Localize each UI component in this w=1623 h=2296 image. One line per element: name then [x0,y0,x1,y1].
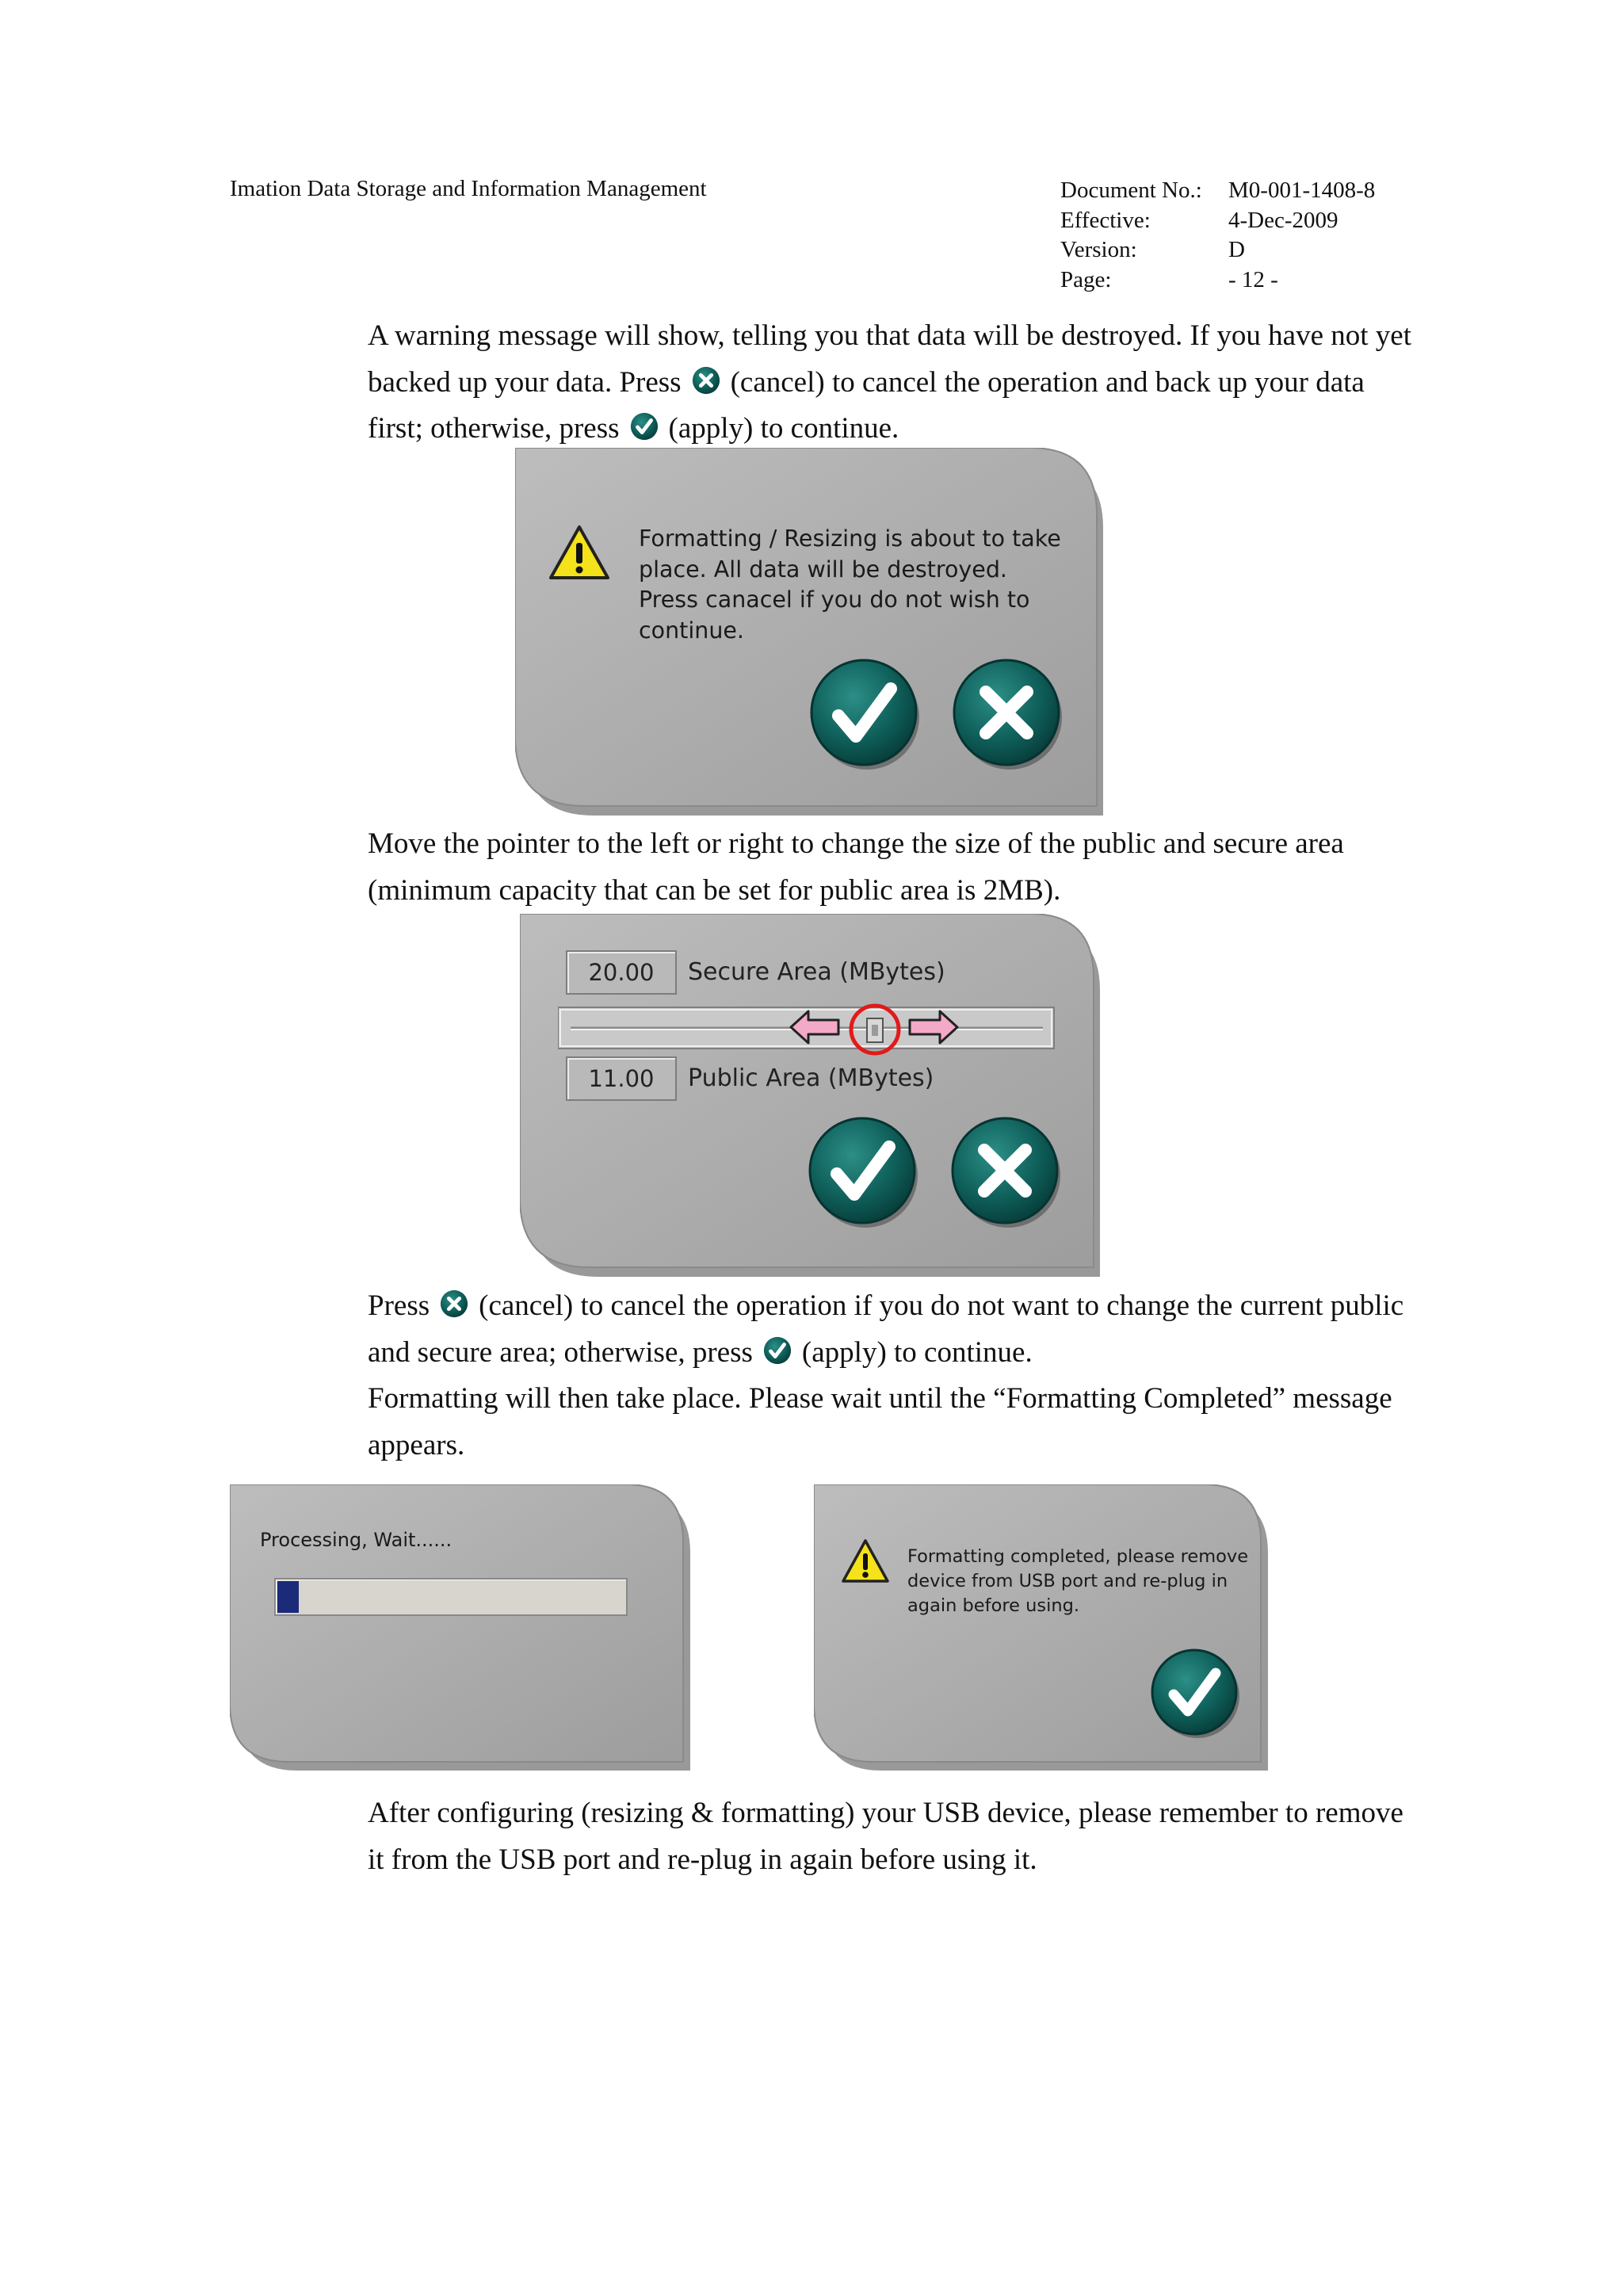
completed-line: again before using. [907,1595,1080,1616]
secure-area-value-field[interactable]: 20.00 [566,950,677,995]
para1-text-a: A warning message will show, telling you that data will be destroyed. If you have not yet backed up your data. Press [368,319,1411,399]
page-row [1060,266,1375,296]
completed-dialog [814,1484,1270,1772]
warning-icon [841,1538,890,1584]
para1-text-c: (apply) to continue. [668,412,899,445]
completed-line: device from USB port and re-plug in [907,1571,1228,1591]
slider-thumb[interactable] [846,1001,903,1058]
warning-icon [548,524,610,581]
cancel-button[interactable] [948,1114,1064,1229]
cancel-icon [439,1289,469,1319]
cancel-icon [691,365,721,395]
document-info [1060,176,1375,295]
paragraph-resize-instructions: Move the pointer to the left or right to change the size of the public and secure area (minimum capacity that can be set for public area is 2MB). [368,827,1344,907]
warning-message [639,524,1061,646]
right-arrow-icon [907,1004,960,1050]
apply-button[interactable] [1148,1646,1242,1740]
paragraph-replug-reminder: After configuring (resizing & formatting) your USB device, please remember to remove it from the USB port and re-plug in again before using it. [368,1797,1403,1876]
warning-dialog [515,448,1106,817]
page-label: Page: [1060,266,1112,292]
para3-text-b: (cancel) to cancel the operation if you do not want to change the current public and secure area; otherwise, press [368,1289,1404,1369]
para1-text-b: (cancel) to cancel the operation and back up your data first; otherwise, press [368,365,1365,445]
doc-number-row [1060,176,1375,206]
para3-text-d: Formatting will then take place. Please wait until the “Formatting Completed” message appears. [368,1382,1392,1461]
secure-area-label: Secure Area (MBytes) [688,958,945,986]
resize-dialog [520,914,1103,1278]
apply-button[interactable] [805,1114,921,1229]
completed-message [907,1545,1248,1618]
apply-icon [629,411,659,441]
paragraph-warning-intro [368,313,1414,453]
paragraph-cancel-or-apply [368,1283,1414,1469]
warning-line: Formatting / Resizing is about to take [639,525,1061,552]
warning-line: Press canacel if you do not wish to [639,586,1030,613]
left-arrow-icon [788,1004,842,1050]
version-value: D [1228,237,1245,262]
doc-number-label: Document No.: [1060,178,1202,203]
effective-value: 4-Dec-2009 [1228,207,1338,233]
public-area-label: Public Area (MBytes) [688,1064,934,1092]
para3-text-c: (apply) to continue. [801,1335,1033,1369]
progress-bar [274,1578,628,1616]
header-organization: Imation Data Storage and Information Management [230,176,707,201]
version-label: Version: [1060,237,1137,262]
cancel-button[interactable] [949,655,1065,771]
page-value: - 12 - [1228,266,1278,292]
apply-icon [762,1335,792,1366]
progress-fill [277,1581,299,1613]
warning-line: place. All data will be destroyed. [639,556,1007,583]
version-row [1060,235,1375,266]
effective-label: Effective: [1060,207,1151,233]
completed-line: Formatting completed, please remove [907,1546,1249,1567]
warning-line: continue. [639,617,744,644]
doc-number-value: M0-001-1408-8 [1228,178,1376,203]
para3-text-a: Press [368,1289,430,1322]
processing-label: Processing, Wait...... [260,1529,453,1551]
effective-row [1060,206,1375,236]
processing-dialog-background [230,1484,693,1772]
public-area-value-field[interactable]: 11.00 [566,1056,677,1101]
processing-dialog [230,1484,693,1772]
apply-button[interactable] [807,655,922,771]
